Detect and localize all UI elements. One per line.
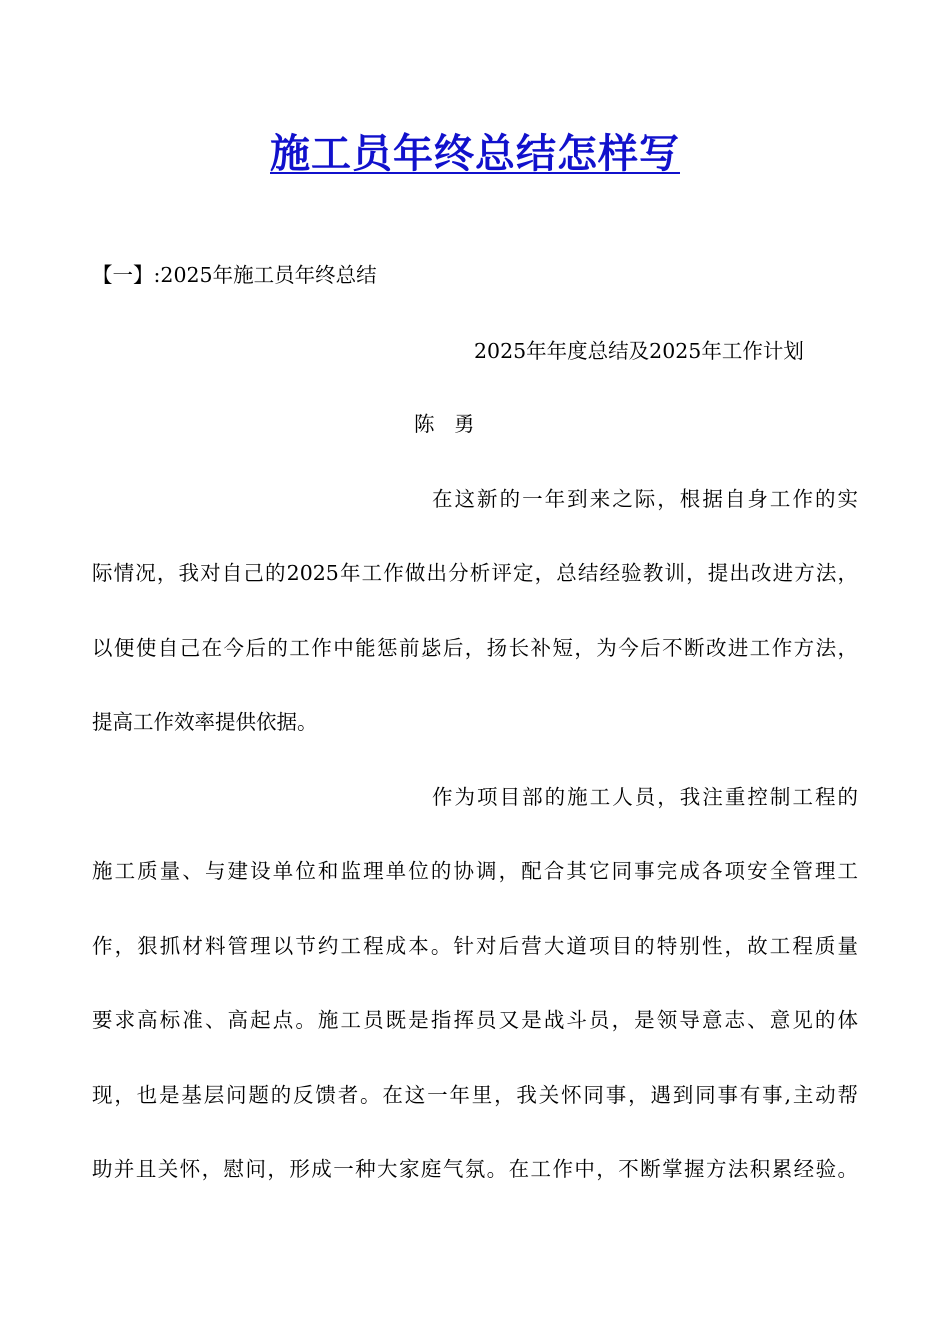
paragraph-2-line: 助并且关怀，慰问，形成一种大家庭气氛。在工作中，不断掌握方法积累经验。 <box>92 1157 858 1181</box>
paragraph-1-line: 以便使自己在今后的工作中能惩前毖后，扬长补短，为今后不断改进工作方法， <box>92 636 858 660</box>
paragraph-2-line: 作为项目部的施工人员，我注重控制工程的 <box>432 785 858 809</box>
paragraph-2-line: 要求高标准、高起点。施工员既是指挥员又是战斗员，是领导意志、意见的体 <box>92 1008 858 1032</box>
section-heading: 【一】:2025年施工员年终总结 <box>92 263 377 287</box>
paragraph-1-line: 提高工作效率提供依据。 <box>92 710 318 734</box>
paragraph-2-line: 施工质量、与建设单位和监理单位的协调，配合其它同事完成各项安全管理工 <box>92 859 858 883</box>
document-title-link[interactable]: 施工员年终总结怎样写 <box>270 131 680 177</box>
author-name: 陈 勇 <box>414 412 475 436</box>
paragraph-1-line: 在这新的一年到来之际，根据自身工作的实 <box>432 487 858 511</box>
paragraph-2-line: 作，狠抓材料管理以节约工程成本。针对后营大道项目的特别性，故工程质量 <box>92 934 858 958</box>
paragraph-2-line: 现，也是基层问题的反馈者。在这一年里，我关怀同事，遇到同事有事,主动帮 <box>92 1083 858 1107</box>
document-subtitle: 2025年年度总结及2025年工作计划 <box>474 339 804 363</box>
paragraph-1-line: 际情况，我对自己的2025年工作做出分析评定，总结经验教训，提出改进方法， <box>92 561 858 585</box>
